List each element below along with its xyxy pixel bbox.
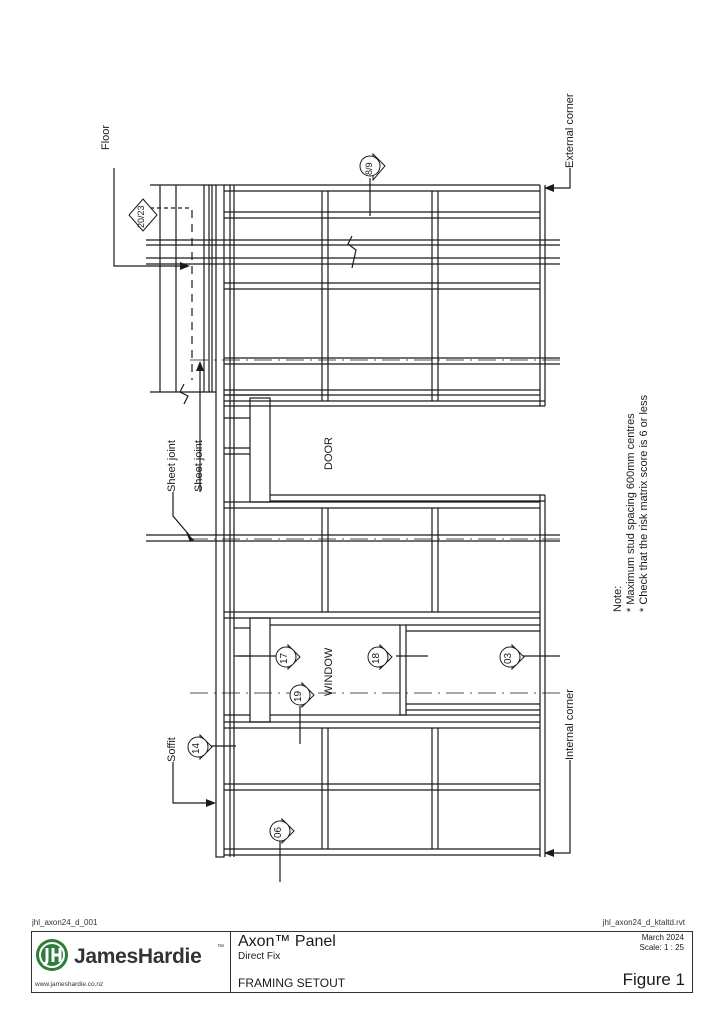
- callout-17: [274, 644, 304, 675]
- label-external-corner: External corner: [564, 93, 576, 168]
- drawing-scale: Scale: 1 : 25: [639, 943, 684, 952]
- brand-trademark: ™: [217, 944, 224, 951]
- callout-label: 18: [371, 652, 382, 664]
- product-subtitle: Direct Fix: [238, 951, 281, 962]
- callout-20-23: [128, 198, 158, 237]
- callout-label: 03: [503, 652, 514, 664]
- label-sheet-joint-2: Sheet joint: [193, 440, 205, 492]
- label-window: WINDOW: [323, 647, 335, 696]
- callout-label: 20/23: [136, 205, 146, 228]
- bottom-plate: [216, 185, 224, 857]
- callout-18: [366, 644, 396, 675]
- product-name: Axon™ Panel: [238, 933, 336, 950]
- brand-name: JamesHardie: [74, 945, 202, 968]
- callout-14: [186, 734, 216, 765]
- title-block: [31, 931, 693, 993]
- callout-label: 14: [191, 742, 202, 754]
- callout-8-9: [357, 152, 387, 187]
- notes-heading: Note:: [612, 585, 624, 612]
- callout-03: [498, 644, 528, 675]
- figure-number: Figure 1: [622, 970, 685, 989]
- callout-label: 06: [273, 826, 284, 838]
- callout-label: 8/9: [364, 162, 374, 175]
- callout-label: 17: [279, 652, 290, 664]
- label-floor: Floor: [100, 124, 112, 150]
- label-soffit: Soffit: [166, 737, 178, 762]
- note-item: * Maximum stud spacing 600mm centres: [625, 413, 637, 612]
- drawing-title: FRAMING SETOUT: [238, 976, 346, 990]
- jh-logo-icon: [35, 938, 69, 972]
- callout-19: [288, 682, 318, 713]
- brand-logo: [32, 932, 231, 992]
- label-sheet-joint-1: Sheet joint: [166, 440, 178, 492]
- callout-label: 19: [293, 690, 304, 702]
- drawing-date: March 2024: [641, 933, 684, 942]
- drawing-code-right: jhl_axon24_d_ktaltd.rvt: [602, 918, 685, 927]
- callout-06: [268, 818, 298, 849]
- note-item: * Check that the risk matrix score is 6 or less: [638, 394, 650, 612]
- label-internal-corner: Internal corner: [564, 689, 576, 760]
- notes-block: [612, 395, 651, 612]
- brand-website: www.jameshardie.co.nz: [35, 981, 104, 988]
- drawing-code-left: jhl_axon24_d_001: [32, 918, 98, 927]
- label-door: DOOR: [323, 437, 335, 470]
- title-main: [231, 932, 692, 992]
